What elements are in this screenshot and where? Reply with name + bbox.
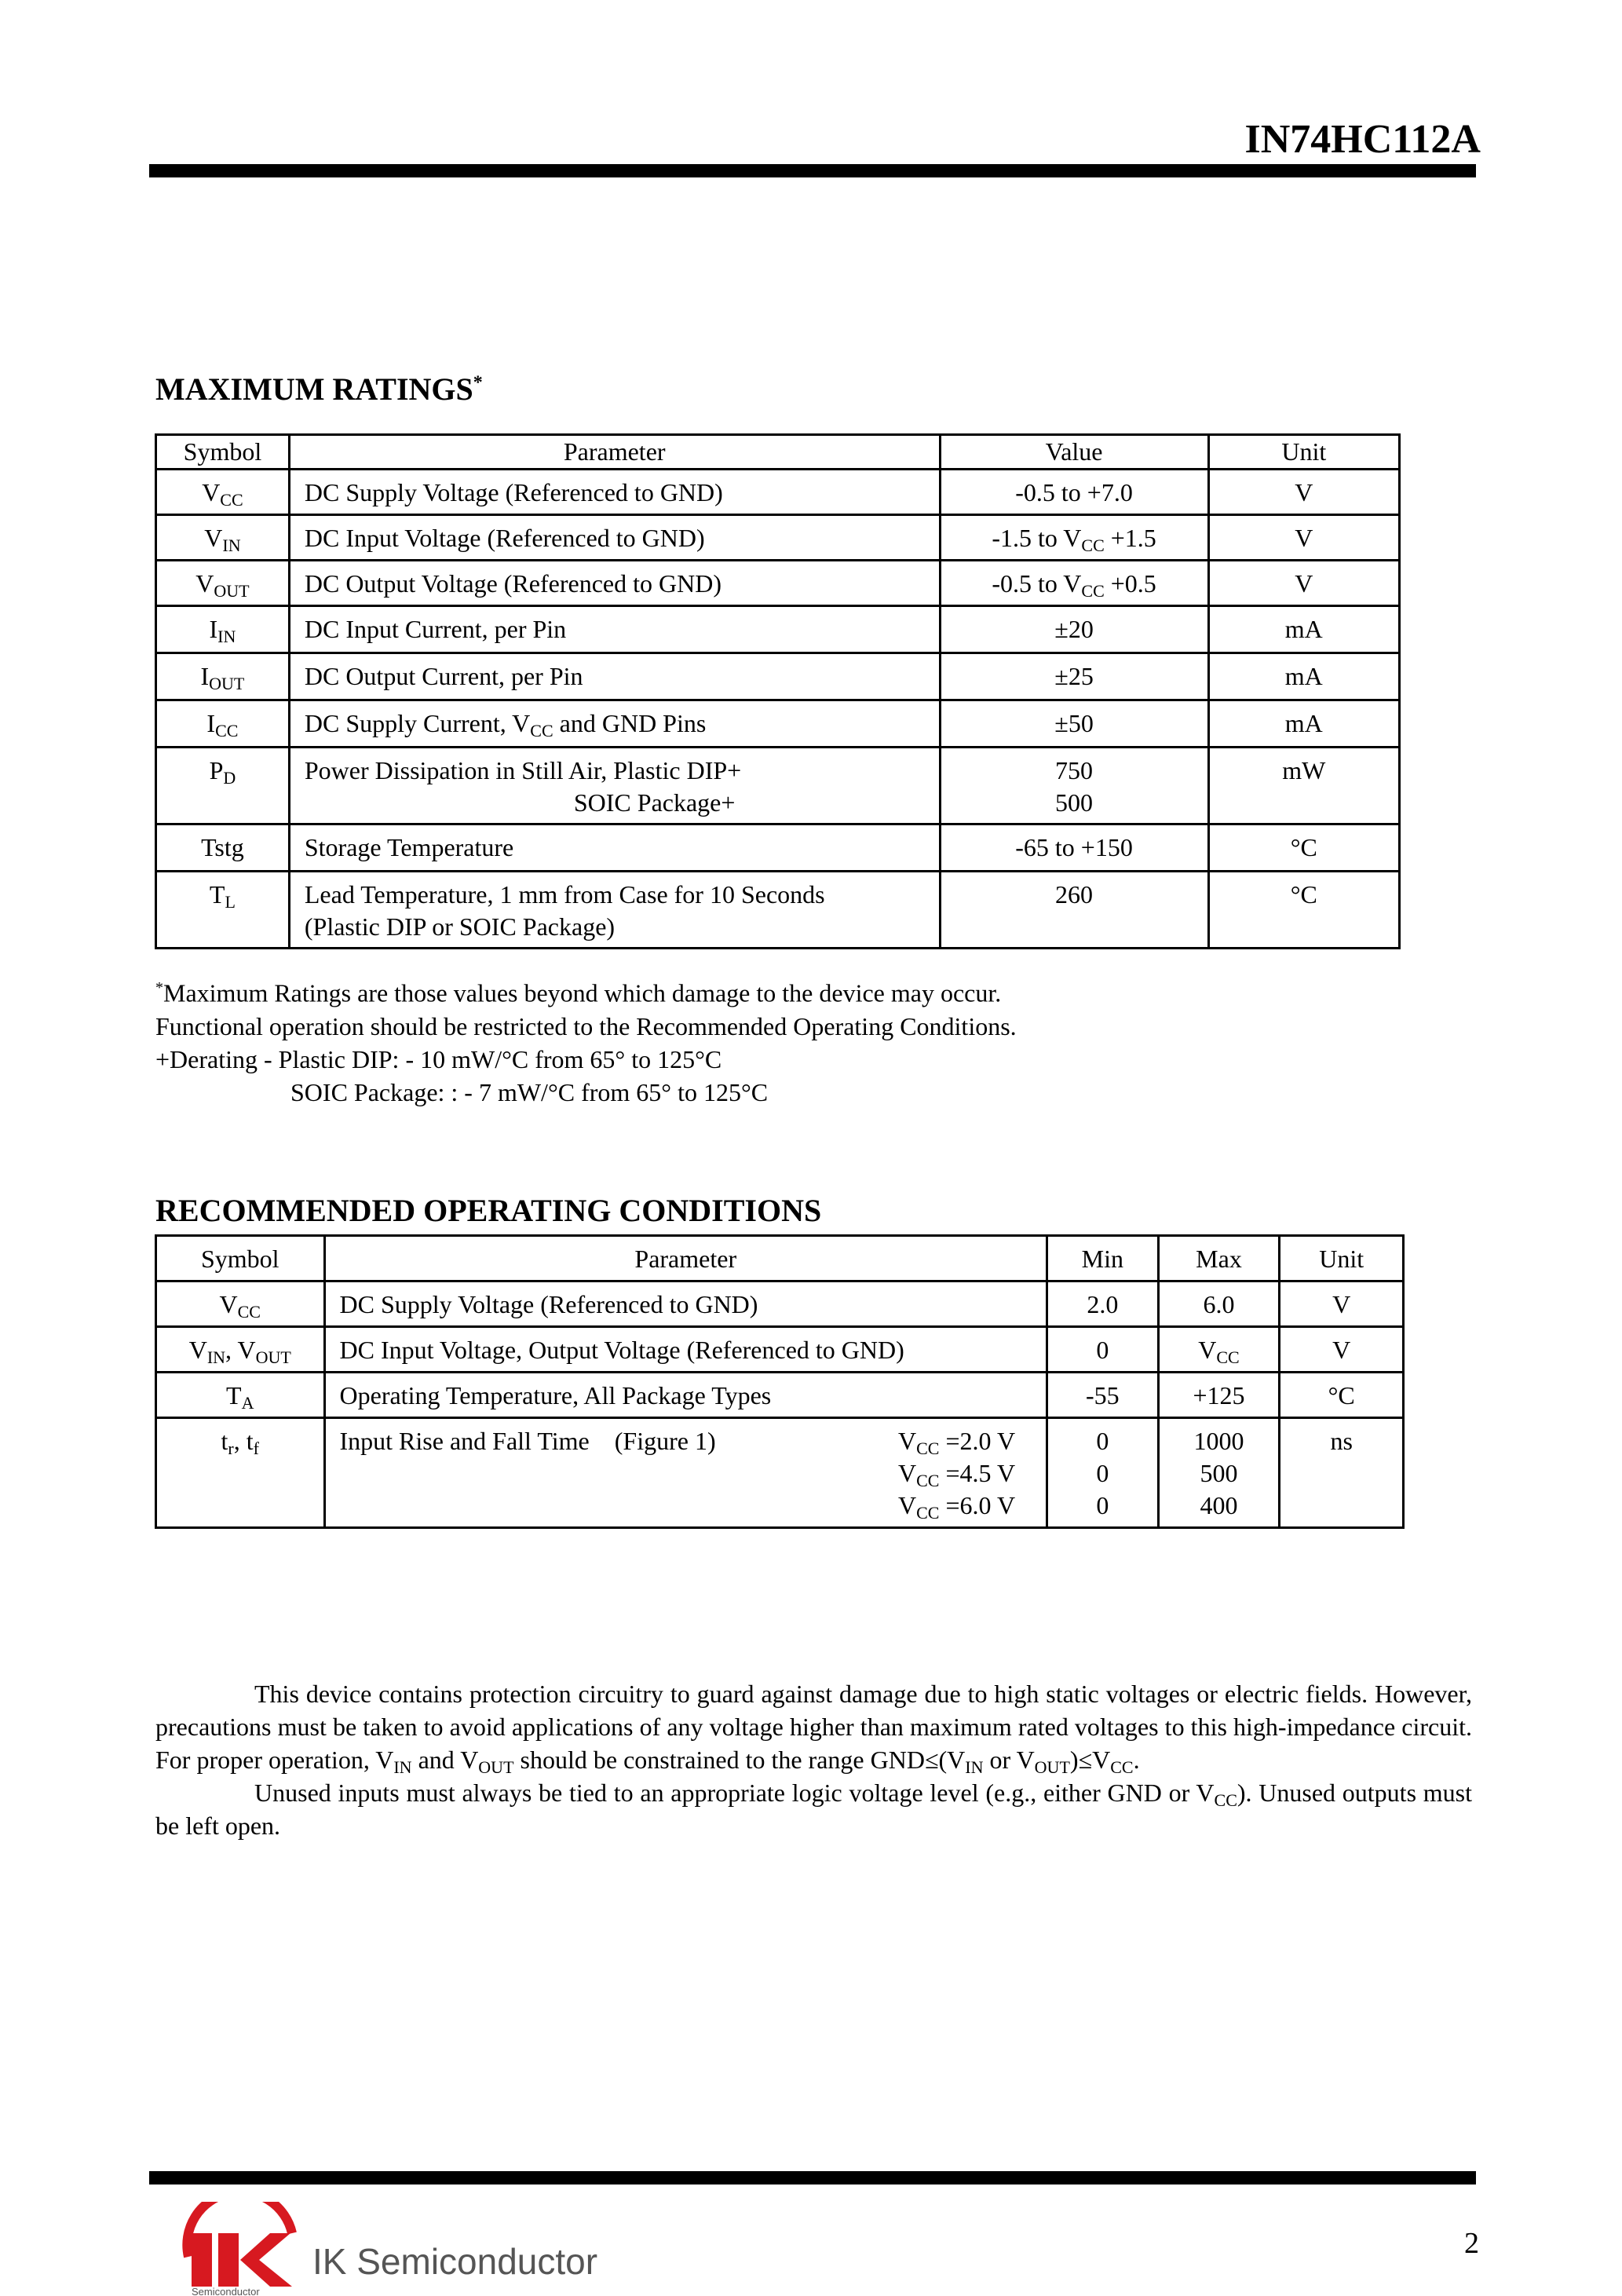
table-row: $V_{OUT}$ DC Output Voltage (Referenced to GND) -0.5 to $V_{CC} +0.5$ V <box>156 561 1400 606</box>
column-header: Parameter <box>289 435 940 470</box>
maximum-ratings-heading: MAXIMUM RATINGS* <box>155 371 483 407</box>
table-row: $I_{OUT}$ DC Output Current, per Pin ±25 mA <box>156 653 1400 700</box>
column-header: Max <box>1158 1236 1280 1281</box>
table-header-row <box>156 1236 1404 1281</box>
table-row: $V_{IN}$ DC Input Voltage (Referenced to GND) -1.5 to $V_{CC} +1.5$ V <box>156 515 1400 561</box>
table-row: $T_A$ Operating Temperature, All Package Types -55 +125 °C <box>156 1373 1404 1418</box>
maximum-ratings-notes: *Maximum Ratings are those values beyond which damage to the device may occur. Functional operation should be restricted to the Recommended Operating Conditions. +Derating - Plastic DIP: - 10 mW/°C from 65° to 125°C SOIC Package: : - 7 mW/°C from 65° to 125°C <box>155 978 1017 1106</box>
document-title: IN74HC112A <box>1244 117 1481 162</box>
table-row: $T_L$ Lead Temperature, 1 mm from Case for 10 Seconds (Plastic DIP or SOIC Package) 260 °C <box>156 872 1400 949</box>
body-paragraphs <box>155 1677 1472 1842</box>
column-header: Symbol <box>156 435 290 470</box>
protection-paragraph: This device contains protection circuitry to guard against damage due to high static voltages or electric fields. However, precautions must be taken to avoid applications of any voltage higher than maximum rated voltages to this high-impedance circuit. For proper operation, $V_{IN}$ and $V_{OUT}$ should be constrained to the range $GND\le(V_{IN}$ or $V_{OUT})\le V_{CC}$. <box>155 1680 1472 1777</box>
header-rule <box>149 164 1476 177</box>
column-header: Unit <box>1280 1236 1404 1281</box>
ik-semiconductor-logo <box>174 2202 630 2296</box>
table-row: $V_{CC}$ DC Supply Voltage (Referenced to GND) -0.5 to +7.0 V <box>156 470 1400 515</box>
table-row: $I_{IN}$ DC Input Current, per Pin ±20 mA <box>156 606 1400 653</box>
column-header: Parameter <box>324 1236 1047 1281</box>
table-row: $I_{CC}$ DC Supply Current, $V_{CC}$ and GND Pins ±50 mA <box>156 700 1400 748</box>
column-header: Unit <box>1208 435 1399 470</box>
table-row: $V_{IN}$, $V_{OUT}$ DC Input Voltage, Output Voltage (Referenced to GND) 0 $V_{CC}$ V <box>156 1327 1404 1373</box>
company-name: IK Semiconductor <box>312 2241 598 2282</box>
logo-small-text: Semiconductor <box>192 2286 260 2296</box>
recommended-conditions-heading: RECOMMENDED OPERATING CONDITIONS <box>155 1193 822 1228</box>
column-header: Min <box>1047 1236 1159 1281</box>
table-header-row <box>156 435 1400 470</box>
table-row: $P_D$ Power Dissipation in Still Air, Plastic DIP+ SOIC Package+ 750 500 mW <box>156 748 1400 824</box>
footer-rule <box>149 2171 1476 2184</box>
column-header: Symbol <box>156 1236 325 1281</box>
maximum-ratings-table <box>155 433 1401 949</box>
table-row: $t_r$, $t_f$ Input Rise and Fall Time (Figure 1) $V_{CC} =2.0$ V $V_{CC} =4.5$ V $V_{CC} =6.0$ V 0 0 0 1000 500 400 ns <box>156 1418 1404 1528</box>
page-number: 2 <box>1464 2227 1479 2260</box>
table-row: $V_{CC}$ DC Supply Voltage (Referenced to GND) 2.0 6.0 V <box>156 1281 1404 1327</box>
recommended-conditions-table <box>155 1234 1405 1529</box>
column-header: Value <box>940 435 1208 470</box>
table-row: Tstg Storage Temperature -65 to +150 °C <box>156 824 1400 872</box>
unused-inputs-paragraph: Unused inputs must always be tied to an appropriate logic voltage level (e.g., either GND or $V_{CC}$). Unused outputs must be left open. <box>155 1779 1473 1840</box>
